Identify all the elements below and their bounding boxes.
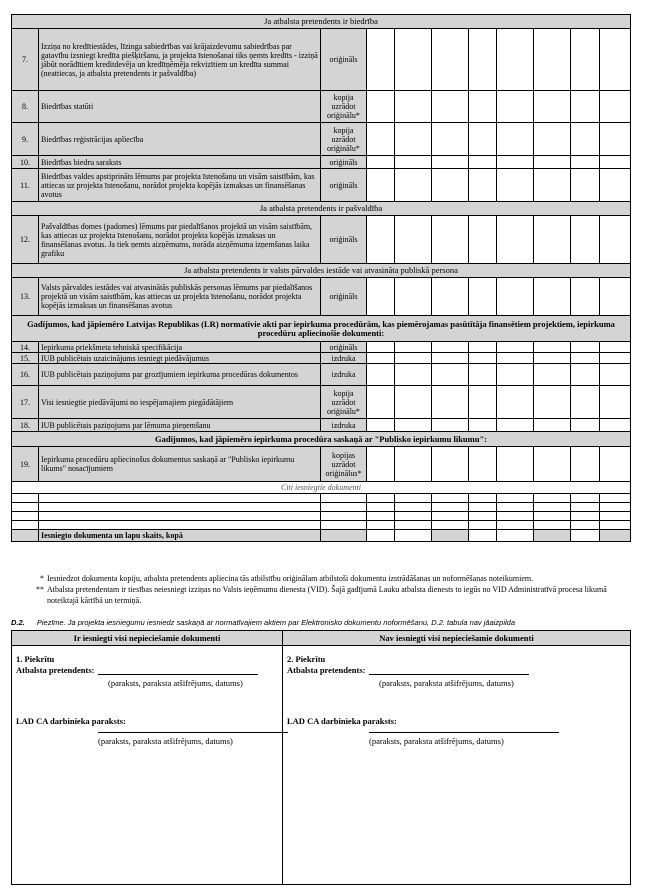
check-cell[interactable]	[367, 447, 395, 482]
check-cell[interactable]	[395, 447, 432, 482]
check-cell[interactable]	[600, 419, 631, 432]
employee-signature-line[interactable]	[98, 732, 288, 733]
table-row	[12, 216, 631, 264]
check-cell[interactable]	[432, 278, 469, 316]
check-cell[interactable]	[497, 156, 534, 169]
blank-cell[interactable]	[39, 494, 321, 503]
blank-cell[interactable]	[12, 503, 39, 512]
total-shaded-cell	[432, 530, 469, 542]
check-cell[interactable]	[571, 278, 600, 316]
check-cell[interactable]	[469, 29, 497, 91]
total-cell[interactable]	[571, 530, 600, 542]
footnote	[30, 573, 630, 584]
row-number: 11.	[12, 169, 39, 202]
check-cell[interactable]	[534, 447, 571, 482]
check-cell[interactable]	[571, 156, 600, 169]
check-cell[interactable]	[367, 169, 395, 202]
check-cell[interactable]	[469, 419, 497, 432]
check-cell[interactable]	[367, 342, 395, 353]
check-cell[interactable]	[497, 216, 534, 264]
blank-cell[interactable]	[12, 521, 39, 530]
check-cell[interactable]	[534, 364, 571, 386]
blank-cell[interactable]	[497, 503, 534, 512]
row-doc-type: oriģināls	[321, 216, 367, 264]
total-number-cell	[12, 530, 39, 542]
row-doc-type: izdruka	[321, 419, 367, 432]
check-cell[interactable]	[534, 156, 571, 169]
total-row	[12, 530, 631, 542]
check-cell[interactable]	[469, 447, 497, 482]
applicant-label: Atbalsta pretendents:	[287, 665, 366, 675]
check-cell[interactable]	[432, 364, 469, 386]
check-cell[interactable]	[600, 342, 631, 353]
signature-right-header: Nav iesniegti visi nepieciešamie dokumenti	[283, 631, 631, 646]
row-doc-type: kopija uzrādot oriģinālu*	[321, 123, 367, 156]
table-row	[12, 342, 631, 353]
check-cell[interactable]	[497, 169, 534, 202]
row-doc-type: kopija uzrādot oriģinālu*	[321, 91, 367, 123]
check-cell[interactable]	[600, 29, 631, 91]
table-row	[12, 494, 631, 503]
check-cell[interactable]	[395, 123, 432, 156]
row-number: 8.	[12, 91, 39, 123]
check-cell[interactable]	[600, 169, 631, 202]
check-cell[interactable]	[497, 91, 534, 123]
check-cell[interactable]	[534, 278, 571, 316]
row-description: IUB publicētais paziņojums par grozījumiem iepirkuma procedūras dokumentos	[39, 364, 321, 386]
blank-cell[interactable]	[367, 521, 395, 530]
footnote-mark: **	[36, 585, 44, 594]
table-row	[12, 386, 631, 419]
check-cell[interactable]	[600, 216, 631, 264]
blank-cell[interactable]	[469, 494, 497, 503]
footnote-mark: *	[40, 574, 44, 583]
check-cell[interactable]	[534, 169, 571, 202]
total-cell[interactable]	[395, 530, 432, 542]
row-number: 7.	[12, 29, 39, 91]
total-label: Iesniegto dokumenta un lapu skaits, kopā	[39, 530, 321, 542]
agree-title: 1. Piekrītu	[16, 654, 55, 664]
footnote-text: Iesniedzot dokumenta kopiju, atbalsta pretendents apliecina tās atbilstību oriģinālam atbilstoši dokumentu izstrādāšanas un noformēšanas noteikumiem.	[47, 574, 534, 583]
check-cell[interactable]	[534, 216, 571, 264]
check-cell[interactable]	[497, 353, 534, 364]
blank-cell[interactable]	[321, 503, 367, 512]
check-cell[interactable]	[534, 123, 571, 156]
row-doc-type: kopija uzrādot oriģinālu*	[321, 386, 367, 419]
blank-cell[interactable]	[571, 521, 600, 530]
row-doc-type: izdruka	[321, 353, 367, 364]
check-cell[interactable]	[571, 447, 600, 482]
row-doc-type: izdruka	[321, 364, 367, 386]
check-cell[interactable]	[432, 123, 469, 156]
check-cell[interactable]	[497, 123, 534, 156]
check-cell[interactable]	[395, 353, 432, 364]
blank-cell[interactable]	[600, 512, 631, 521]
agree-title: 2. Piekrītu	[287, 654, 326, 664]
check-cell[interactable]	[395, 156, 432, 169]
check-cell[interactable]	[571, 29, 600, 91]
signature-hint: (paraksts, paraksta atšifrējums, datums)	[379, 678, 514, 688]
check-cell[interactable]	[534, 353, 571, 364]
table-row	[12, 447, 631, 482]
blank-cell[interactable]	[367, 494, 395, 503]
row-description: Biedrības reģistrācijas apliecība	[39, 123, 321, 156]
table-row	[12, 278, 631, 316]
blank-cell[interactable]	[534, 494, 571, 503]
blank-cell[interactable]	[395, 521, 432, 530]
total-shaded-cell	[534, 530, 571, 542]
row-doc-type: oriģināls	[321, 169, 367, 202]
blank-cell[interactable]	[12, 494, 39, 503]
blank-cell[interactable]	[39, 503, 321, 512]
blank-cell[interactable]	[469, 512, 497, 521]
total-cell[interactable]	[367, 530, 395, 542]
row-number: 14.	[12, 342, 39, 353]
check-cell[interactable]	[534, 29, 571, 91]
blank-cell[interactable]	[39, 521, 321, 530]
blank-cell[interactable]	[571, 512, 600, 521]
table-row	[12, 512, 631, 521]
check-cell[interactable]	[600, 278, 631, 316]
row-description: Visi iesniegtie piedāvājumi no iespējamajiem piegādātājiem	[39, 386, 321, 419]
check-cell[interactable]	[367, 29, 395, 91]
check-cell[interactable]	[367, 419, 395, 432]
blank-cell[interactable]	[395, 512, 432, 521]
check-cell[interactable]	[600, 156, 631, 169]
check-cell[interactable]	[571, 91, 600, 123]
check-cell[interactable]	[367, 353, 395, 364]
check-cell[interactable]	[571, 419, 600, 432]
d2-code: D.2.	[11, 618, 25, 627]
row-number: 18.	[12, 419, 39, 432]
section-header-public-institution: Ja atbalsta pretendents ir valsts pārvaldes iestāde vai atvasināta publiskā persona	[12, 264, 631, 278]
applicant-signature-line[interactable]	[98, 674, 258, 675]
row-description: Biedrības statūti	[39, 91, 321, 123]
signature-right-cell	[283, 646, 631, 885]
section-header-procurement-lr: Gadījumos, kad jāpiemēro Latvijas Republikas (LR) normatīvie akti par iepirkuma procedūrām, kas piemērojamas pasūtītāja finansētiem projektiem, iepirkuma procedūru apliecinošie dokumenti:	[12, 316, 631, 342]
check-cell[interactable]	[432, 353, 469, 364]
blank-cell[interactable]	[497, 494, 534, 503]
check-cell[interactable]	[432, 169, 469, 202]
applicant-signature-line[interactable]	[369, 674, 529, 675]
signature-hint: (paraksts, paraksta atšifrējums, datums)	[98, 736, 233, 746]
check-cell[interactable]	[469, 123, 497, 156]
employee-signature-label: LAD CA darbinieka paraksts:	[287, 716, 397, 726]
table-row	[12, 91, 631, 123]
check-cell[interactable]	[497, 278, 534, 316]
check-cell[interactable]	[534, 419, 571, 432]
check-cell[interactable]	[395, 216, 432, 264]
row-number: 12.	[12, 216, 39, 264]
check-cell[interactable]	[571, 123, 600, 156]
check-cell[interactable]	[497, 342, 534, 353]
signature-hint: (paraksts, paraksta atšifrējums, datums)	[369, 736, 504, 746]
check-cell[interactable]	[367, 386, 395, 419]
blank-cell[interactable]	[600, 521, 631, 530]
blank-cell[interactable]	[600, 494, 631, 503]
d2-note-text: Piezīme. Ja projekta iesniegumu iesniedz saskaņā ar normatīvajiem aktiem par Elektronisko dokumentu noformēšanu, D.2. tabula nav jāaizpilda	[36, 618, 516, 627]
check-cell[interactable]	[395, 29, 432, 91]
table-row	[12, 353, 631, 364]
blank-cell[interactable]	[367, 512, 395, 521]
signature-left-header: Ir iesniegti visi nepieciešamie dokumenti	[12, 631, 283, 646]
check-cell[interactable]	[600, 447, 631, 482]
check-cell[interactable]	[469, 156, 497, 169]
blank-cell[interactable]	[367, 503, 395, 512]
blank-cell[interactable]	[432, 521, 469, 530]
check-cell[interactable]	[469, 91, 497, 123]
row-number: 17.	[12, 386, 39, 419]
check-cell[interactable]	[432, 419, 469, 432]
check-cell[interactable]	[367, 364, 395, 386]
check-cell[interactable]	[534, 386, 571, 419]
blank-cell[interactable]	[534, 503, 571, 512]
employee-signature-label: LAD CA darbinieka paraksts:	[16, 716, 126, 726]
check-cell[interactable]	[600, 386, 631, 419]
footnote	[30, 584, 630, 606]
blank-cell[interactable]	[321, 494, 367, 503]
row-doc-type: oriģināls	[321, 342, 367, 353]
blank-cell[interactable]	[432, 494, 469, 503]
row-description: Izziņa no kredītiestādes, līzinga sabiedrības vai krājaizdevumu sabiedrības par gatavību izsniegt kredīta piešķiršanu, ja projekta īstenošanai tiks ņemts kredīts - izziņā jābūt norādītiem kreditdevēja un kredītņēmēja rekvizītiem un kredīta summai (neattiecas, ja atbalsta pretendents ir pašvaldība)	[39, 29, 321, 91]
check-cell[interactable]	[497, 29, 534, 91]
check-cell[interactable]	[571, 353, 600, 364]
row-description: Iepirkuma priekšmeta tehniskā specifikācija	[39, 342, 321, 353]
check-cell[interactable]	[497, 364, 534, 386]
d2-note	[11, 618, 630, 627]
section-header-municipality: Ja atbalsta pretendents ir pašvaldība	[12, 202, 631, 216]
check-cell[interactable]	[367, 216, 395, 264]
signature-table	[11, 630, 631, 885]
row-number: 9.	[12, 123, 39, 156]
row-doc-type: oriģināls	[321, 29, 367, 91]
check-cell[interactable]	[497, 447, 534, 482]
check-cell[interactable]	[395, 419, 432, 432]
table-row	[12, 29, 631, 91]
row-description: IUB publicētais uzaicinājums iesniegt piedāvājumus	[39, 353, 321, 364]
check-cell[interactable]	[534, 91, 571, 123]
footnote-text: Atbalsta pretendentam ir tiesības neiesniegt izziņas no Valsts ieņēmumu dienesta (VID). Šajā gadījumā Lauku atbalsta dienests to iegūs no VID Administratīvā procesa likumā noteiktajā kārtībā un termiņā.	[47, 585, 607, 605]
check-cell[interactable]	[469, 278, 497, 316]
check-cell[interactable]	[571, 342, 600, 353]
documents-table	[11, 14, 631, 542]
total-type-cell	[321, 530, 367, 542]
check-cell[interactable]	[395, 169, 432, 202]
check-cell[interactable]	[395, 91, 432, 123]
check-cell[interactable]	[469, 386, 497, 419]
check-cell[interactable]	[571, 386, 600, 419]
row-number: 15.	[12, 353, 39, 364]
row-description: Valsts pārvaldes iestādes vai atvasinātās publiskās personas lēmums par piedalīšanos projektā un visām saistībām, kas attiecas uz projekta īstenošanu, norādot projekta kopējās izmaksas un finansēšanas avotus	[39, 278, 321, 316]
table-row	[12, 364, 631, 386]
blank-cell[interactable]	[469, 503, 497, 512]
total-shaded-cell	[600, 530, 631, 542]
blank-cell[interactable]	[395, 503, 432, 512]
check-cell[interactable]	[497, 386, 534, 419]
check-cell[interactable]	[469, 216, 497, 264]
row-number: 13.	[12, 278, 39, 316]
check-cell[interactable]	[600, 91, 631, 123]
blank-cell[interactable]	[321, 521, 367, 530]
blank-cell[interactable]	[39, 512, 321, 521]
check-cell[interactable]	[395, 342, 432, 353]
blank-cell[interactable]	[432, 503, 469, 512]
blank-cell[interactable]	[395, 494, 432, 503]
check-cell[interactable]	[534, 342, 571, 353]
row-description: IUB publicētais paziņojums par lēmuma pieņemšanu	[39, 419, 321, 432]
check-cell[interactable]	[497, 419, 534, 432]
check-cell[interactable]	[571, 216, 600, 264]
blank-cell[interactable]	[534, 512, 571, 521]
check-cell[interactable]	[600, 364, 631, 386]
check-cell[interactable]	[432, 156, 469, 169]
signature-hint: (paraksts, paraksta atšifrējums, datums)	[108, 678, 243, 688]
blank-cell[interactable]	[321, 512, 367, 521]
footnotes	[30, 573, 630, 606]
table-row	[12, 503, 631, 512]
section-header-associations: Ja atbalsta pretendents ir biedrība	[12, 15, 631, 29]
check-cell[interactable]	[367, 278, 395, 316]
blank-cell[interactable]	[600, 503, 631, 512]
blank-cell[interactable]	[497, 512, 534, 521]
check-cell[interactable]	[469, 169, 497, 202]
section-header-other-docs: Citi iesniegtie dokumenti	[12, 482, 631, 494]
blank-cell[interactable]	[12, 512, 39, 521]
check-cell[interactable]	[469, 342, 497, 353]
check-cell[interactable]	[395, 278, 432, 316]
section-header-procurement-law: Gadījumos, kad jāpiemēro iepirkuma procedūra saskaņā ar "Publisko iepirkumu likumu":	[12, 432, 631, 447]
row-doc-type: kopijas uzrādot oriģinālus*	[321, 447, 367, 482]
check-cell[interactable]	[367, 123, 395, 156]
table-row	[12, 169, 631, 202]
row-description: Biedrības valdes apstiprināts lēmums par projekta īstenošanu un visām saistībām, kas attiecas uz projekta īstenošanu, norādot projekta kopējās izmaksas un finansēšanas avotus	[39, 169, 321, 202]
total-cell[interactable]	[469, 530, 497, 542]
blank-cell[interactable]	[534, 521, 571, 530]
row-description: Biedrības biedru saraksts	[39, 156, 321, 169]
check-cell[interactable]	[395, 364, 432, 386]
check-cell[interactable]	[367, 156, 395, 169]
row-description: Pašvaldības domes (padomes) lēmums par piedalīšanos projektā un visām saistībām, kas attiecas uz projekta īstenošanu, norādot projekta kopējās izmaksas un finansēšanas avotus. Ja tiek ņemts aizņēmums, norāda aizņēmuma izņemšanas laika grafiku	[39, 216, 321, 264]
employee-signature-line[interactable]	[369, 732, 559, 733]
table-row	[12, 521, 631, 530]
row-doc-type: oriģināls	[321, 278, 367, 316]
check-cell[interactable]	[367, 91, 395, 123]
row-number: 16.	[12, 364, 39, 386]
check-cell[interactable]	[469, 364, 497, 386]
check-cell[interactable]	[432, 29, 469, 91]
blank-cell[interactable]	[497, 521, 534, 530]
table-row	[12, 419, 631, 432]
check-cell[interactable]	[571, 364, 600, 386]
blank-cell[interactable]	[469, 521, 497, 530]
blank-cell[interactable]	[432, 512, 469, 521]
check-cell[interactable]	[432, 342, 469, 353]
applicant-label: Atbalsta pretendents:	[16, 665, 95, 675]
check-cell[interactable]	[432, 216, 469, 264]
table-row	[12, 156, 631, 169]
signature-left-cell	[12, 646, 283, 885]
row-number: 10.	[12, 156, 39, 169]
check-cell[interactable]	[469, 353, 497, 364]
table-row	[12, 123, 631, 156]
row-doc-type: oriģināls	[321, 156, 367, 169]
row-number: 19.	[12, 447, 39, 482]
blank-cell[interactable]	[571, 503, 600, 512]
row-description: Iepirkuma procedūru apliecinošus dokumentus saskaņā ar "Publisko iepirkumu likums" nosacījumiem	[39, 447, 321, 482]
check-cell[interactable]	[395, 386, 432, 419]
total-cell[interactable]	[497, 530, 534, 542]
blank-cell[interactable]	[571, 494, 600, 503]
check-cell[interactable]	[600, 353, 631, 364]
check-cell[interactable]	[432, 91, 469, 123]
check-cell[interactable]	[571, 169, 600, 202]
check-cell[interactable]	[432, 447, 469, 482]
check-cell[interactable]	[600, 123, 631, 156]
check-cell[interactable]	[432, 386, 469, 419]
